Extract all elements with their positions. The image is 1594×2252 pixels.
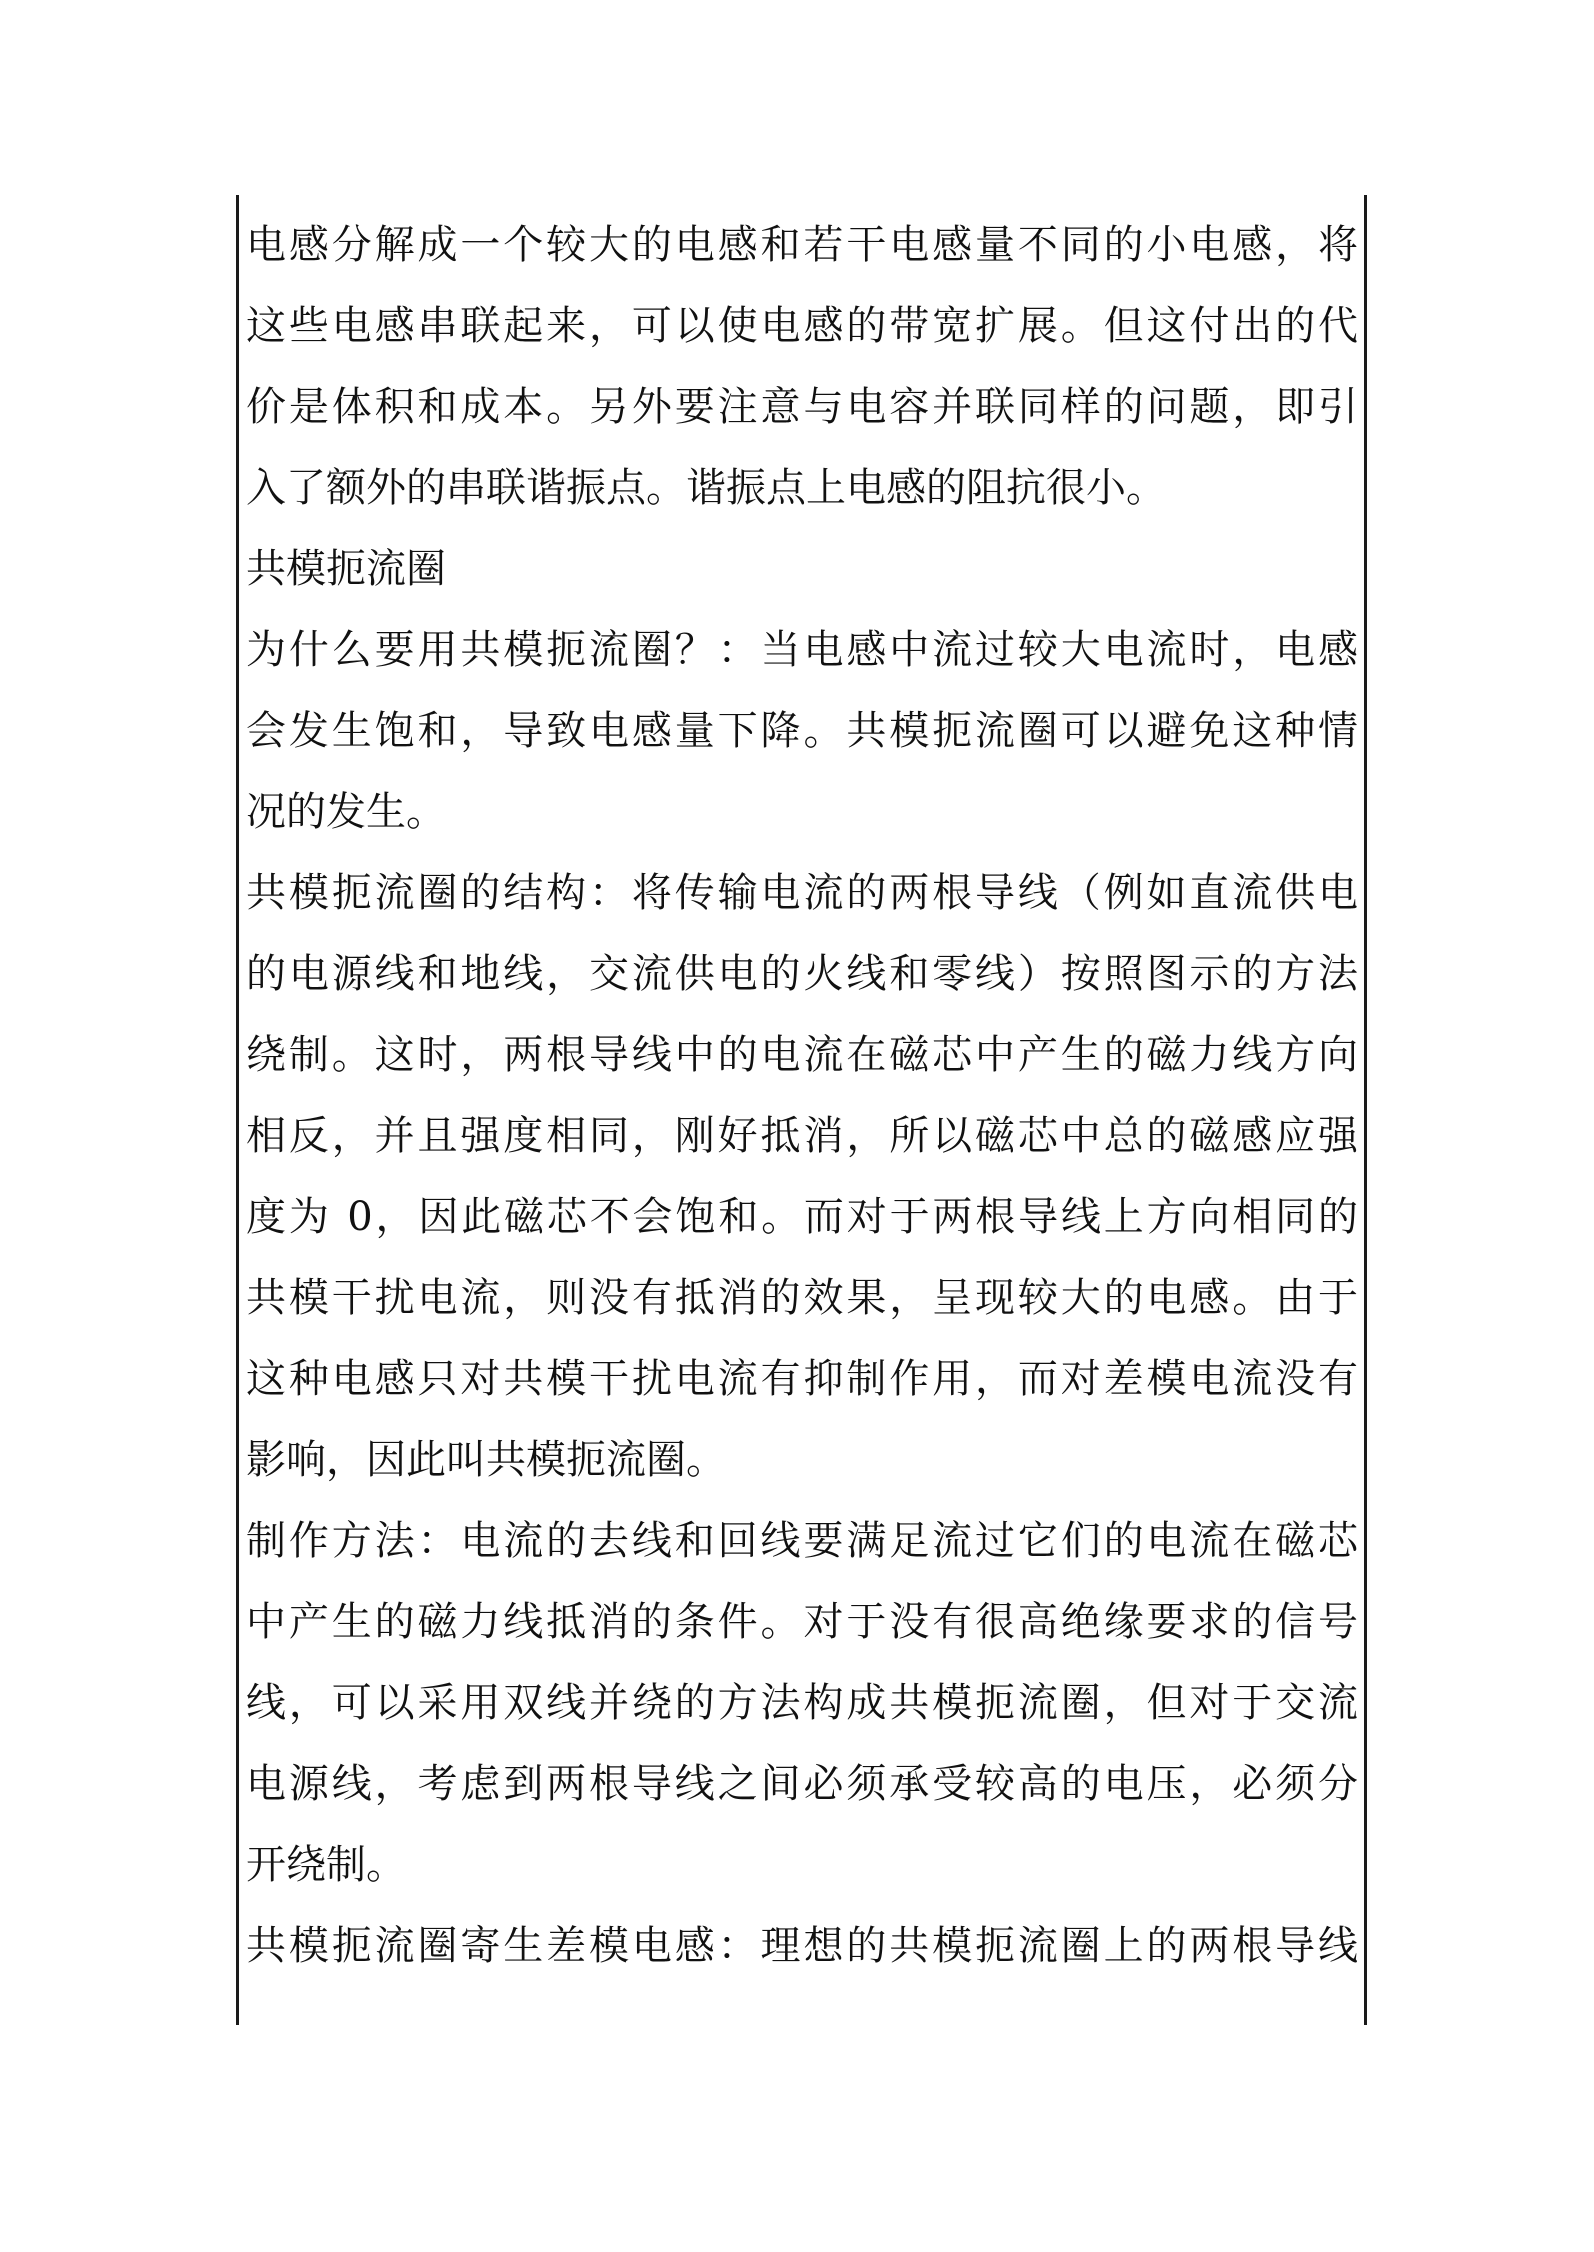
text-line: 绕制。这时，两根导线中的电流在磁芯中产生的磁力线方向 — [246, 1032, 1358, 1078]
right-border-line — [1364, 195, 1367, 2025]
text-line: 的电源线和地线，交流供电的火线和零线）按照图示的方法 — [246, 951, 1358, 997]
text-line: 影响，因此叫共模扼流圈。 — [246, 1437, 726, 1483]
text-line: 电感分解成一个较大的电感和若干电感量不同的小电感，将 — [246, 222, 1358, 268]
text-line: 电源线，考虑到两根导线之间必须承受较高的电压，必须分 — [246, 1761, 1358, 1807]
text-line: 制作方法：电流的去线和回线要满足流过它们的电流在磁芯 — [246, 1518, 1358, 1564]
text-line: 为什么要用共模扼流圈？：当电感中流过较大电流时，电感 — [246, 627, 1358, 673]
text-line: 度为 0，因此磁芯不会饱和。而对于两根导线上方向相同的 — [246, 1194, 1358, 1240]
text-line: 中产生的磁力线抵消的条件。对于没有很高绝缘要求的信号 — [246, 1599, 1358, 1645]
text-line: 入了额外的串联谐振点。谐振点上电感的阻抗很小。 — [246, 465, 1166, 511]
body-text — [246, 205, 1358, 1987]
text-line: 共模扼流圈寄生差模电感：理想的共模扼流圈上的两根导线 — [246, 1923, 1358, 1969]
text-line: 价是体积和成本。另外要注意与电容并联同样的问题，即引 — [246, 384, 1358, 430]
table-cell-frame — [236, 195, 1368, 2025]
text-line: 开绕制。 — [246, 1842, 406, 1888]
left-border-line — [236, 195, 239, 2025]
text-line: 会发生饱和，导致电感量下降。共模扼流圈可以避免这种情 — [246, 708, 1358, 754]
text-line: 共模扼流圈的结构：将传输电流的两根导线（例如直流供电 — [246, 870, 1358, 916]
text-line: 这些电感串联起来，可以使电感的带宽扩展。但这付出的代 — [246, 303, 1358, 349]
text-line: 线，可以采用双线并绕的方法构成共模扼流圈，但对于交流 — [246, 1680, 1358, 1726]
text-line: 这种电感只对共模干扰电流有抑制作用，而对差模电流没有 — [246, 1356, 1358, 1402]
text-line: 相反，并且强度相同，刚好抵消，所以磁芯中总的磁感应强 — [246, 1113, 1358, 1159]
text-line: 况的发生。 — [246, 789, 446, 835]
text-line: 共模扼流圈 — [246, 546, 446, 592]
text-line: 共模干扰电流，则没有抵消的效果，呈现较大的电感。由于 — [246, 1275, 1358, 1321]
